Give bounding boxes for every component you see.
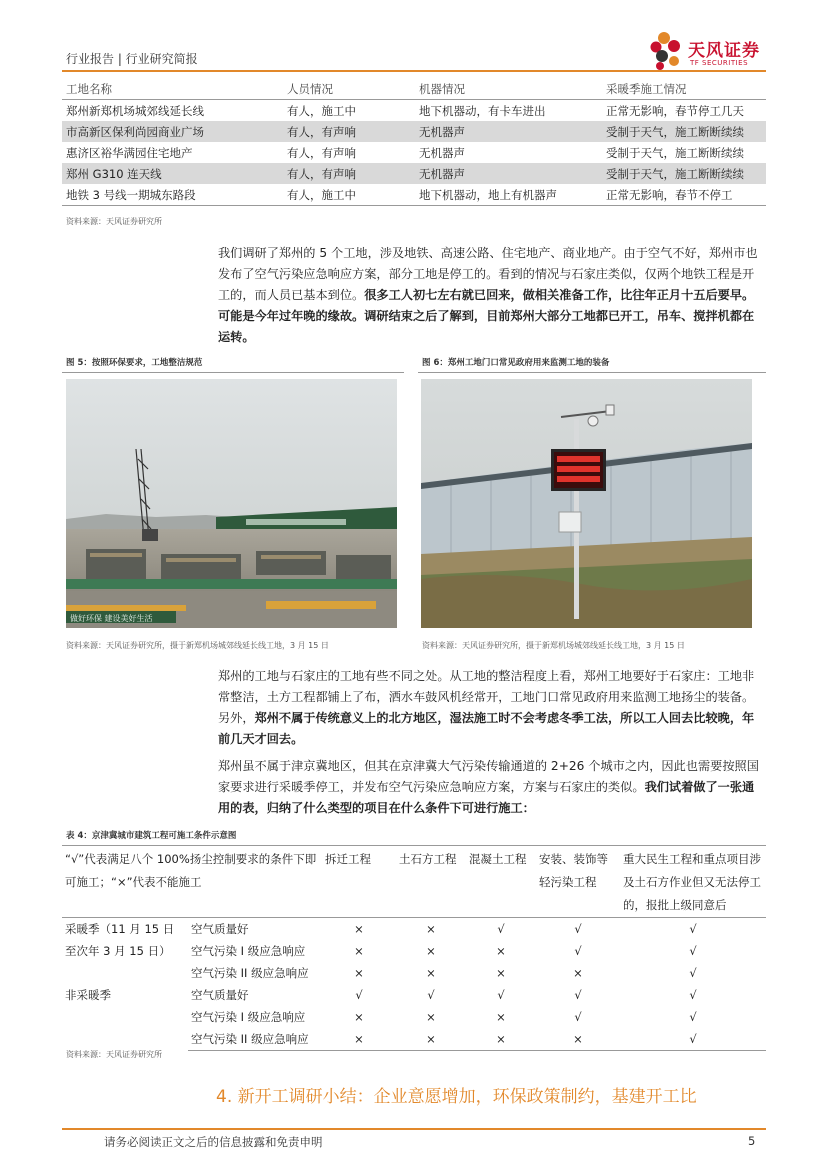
table-row bbox=[62, 984, 766, 1006]
table-cell: 市高新区保利尚园商业广场 bbox=[62, 121, 283, 142]
logo-text: 天风证券 bbox=[688, 41, 760, 61]
season-cell: 采暖季（11 月 15 日至次年 3 月 15 日） bbox=[65, 922, 175, 958]
header-divider bbox=[62, 70, 766, 72]
table-cell: × bbox=[426, 1010, 436, 1024]
dust-monitor-photo bbox=[421, 379, 752, 628]
table-cell: × bbox=[573, 966, 583, 980]
table-cell: 无机器声 bbox=[415, 163, 602, 184]
table-cell: 无机器声 bbox=[415, 121, 602, 142]
table-cell: √ bbox=[574, 944, 582, 958]
table-cell: × bbox=[496, 1010, 506, 1024]
paragraph-text: 郑州虽不属于津京冀地区，但其在京津冀大气污染传输通道的 2+26 个城市之内，因此也需要按照国家要求进行采暖季停工，并发布空气污染应急响应方案，方案与石家庄的类似。 bbox=[218, 759, 759, 794]
table-cell: 郑州 G310 连天线 bbox=[62, 163, 283, 184]
table-cell: 地下机器动，地上有机器声 bbox=[415, 184, 602, 206]
paragraph-text: 我们调研了郑州的 5 个工地，涉及地铁、高速公路、住宅地产、商业地产。由于空气不好，郑州市也发布了空气污染应急响应方案，部分工地是停工的。看到的情况与石家庄类似，仅两个地铁工程是开工的，而人员已基本到位。 bbox=[218, 246, 758, 302]
table-cell: 受制于天气，施工断断续续 bbox=[602, 121, 766, 142]
table-cell: 有人，施工中 bbox=[283, 184, 415, 206]
table-cell: 地铁 3 号线一期城东路段 bbox=[62, 184, 283, 206]
table-cell: √ bbox=[689, 944, 697, 958]
table-cell: 受制于天气，施工断断续续 bbox=[606, 145, 744, 160]
paragraph-survey bbox=[218, 243, 766, 348]
table-cell: 地下机器动，有卡车进出 bbox=[419, 103, 546, 118]
table-cell: × bbox=[396, 1028, 466, 1051]
table-row bbox=[62, 184, 766, 206]
footer-disclaimer: 请务必阅读正文之后的信息披露和免责申明 bbox=[104, 1135, 323, 1149]
paragraph-text: 郑州的工地与石家庄的工地有些不同之处。从工地的整洁程度上看，郑州工地要好于石家庄：工地非常整洁，土方工程都铺上了布，洒水车鼓风机经常开，工地门口常见政府用来监测工地扬尘的装备。另外， bbox=[218, 669, 755, 725]
table-row bbox=[62, 100, 766, 122]
table1-source: 资料来源：天风证券研究所 bbox=[66, 217, 162, 226]
table-cell: 郑州新郑机场城郊线延长线 bbox=[66, 103, 204, 118]
table-cell: √ bbox=[620, 1028, 766, 1051]
table-cell: √ bbox=[497, 922, 505, 936]
table-cell: √ bbox=[574, 1010, 582, 1024]
page-number: 5 bbox=[748, 1134, 756, 1148]
table-cell: × bbox=[354, 922, 364, 936]
table-row bbox=[62, 918, 766, 941]
table-header-cell: 拆迁工程 bbox=[322, 846, 396, 918]
table-cell: × bbox=[466, 1028, 536, 1051]
logo-petal-icon bbox=[650, 30, 688, 72]
table-cell: 空气污染 II 级应急响应 bbox=[188, 1028, 322, 1051]
table-cell: √ bbox=[497, 988, 505, 1002]
table-cell: 空气质量好 bbox=[191, 988, 249, 1002]
table-cell: √ bbox=[574, 988, 582, 1002]
table-header-cell: 安装、装饰等轻污染工程 bbox=[536, 846, 620, 918]
table-cell: × bbox=[536, 1028, 620, 1051]
table-cell: × bbox=[354, 1010, 364, 1024]
footer-divider bbox=[62, 1128, 766, 1130]
table-cell: × bbox=[322, 1028, 396, 1051]
table-cell: 正常无影响，春节不停工 bbox=[602, 184, 766, 206]
table-row bbox=[62, 142, 766, 163]
table-cell: 空气污染 I 级应急响应 bbox=[191, 1010, 306, 1024]
table4-source: 资料来源：天风证券研究所 bbox=[66, 1050, 162, 1059]
table-cell: × bbox=[426, 944, 436, 958]
construction-site-photo bbox=[66, 379, 397, 628]
table-cell: √ bbox=[355, 988, 363, 1002]
paragraph-comparison bbox=[218, 666, 766, 750]
table-cell: 无机器声 bbox=[419, 145, 465, 160]
table-header-cell: 工地名称 bbox=[62, 78, 283, 100]
table-cell: 有人，有声响 bbox=[283, 163, 415, 184]
table-header-cell: 重大民生工程和重点项目涉及土石方作业但又无法停工的，报批上级同意后 bbox=[620, 846, 766, 918]
table-cell: × bbox=[426, 966, 436, 980]
table-cell: 惠济区裕华满园住宅地产 bbox=[66, 145, 193, 160]
logo-subtext: TF SECURITIES bbox=[690, 59, 749, 67]
table-cell: 受制于天气，施工断断续续 bbox=[602, 163, 766, 184]
table-cell: × bbox=[496, 944, 506, 958]
figure6-caption: 图 6：郑州工地门口常见政府用来监测工地的装备 bbox=[422, 358, 610, 368]
table-cell: × bbox=[496, 966, 506, 980]
table-cell: √ bbox=[689, 922, 697, 936]
table-cell: 空气污染 II 级应急响应 bbox=[191, 966, 309, 980]
table-cell: √ bbox=[689, 1010, 697, 1024]
table-header-cell: 人员情况 bbox=[283, 78, 415, 100]
site-survey-table bbox=[62, 78, 766, 206]
paragraph-bold-text: 很多工人初七左右就已回来，做相关准备工作，比往年正月十五后要早。可能是今年过年晚的缘故。调研结束之后了解到，目前郑州大部分工地都已开工，吊车、搅拌机都在运转。 bbox=[218, 288, 755, 344]
table-row bbox=[62, 163, 766, 184]
table-cell: × bbox=[354, 944, 364, 958]
report-breadcrumb: 行业报告 | 行业研究简报 bbox=[66, 52, 198, 66]
paragraph-policy bbox=[218, 756, 766, 819]
table-cell: √ bbox=[574, 922, 582, 936]
site-banner-text: 做好环保 建设美好生活 bbox=[70, 614, 153, 623]
table-cell: √ bbox=[689, 988, 697, 1002]
figure5-caption: 图 5：按照环保要求，工地整洁规范 bbox=[66, 358, 203, 368]
table-header-cell: “√”代表满足八个 100%扬尘控制要求的条件下即可施工；“×”代表不能施工 bbox=[62, 846, 322, 918]
paragraph-bold-text: 我们试着做了一张通用的表，归纳了什么类型的项目在什么条件下可进行施工： bbox=[218, 780, 755, 815]
table-cell: 正常无影响，春节停工几天 bbox=[606, 103, 744, 118]
construction-conditions-table bbox=[62, 846, 766, 1051]
table-cell: √ bbox=[427, 988, 435, 1002]
table-header-cell: 混凝土工程 bbox=[466, 846, 536, 918]
table4-caption: 表 4：京津冀城市建筑工程可施工条件示意图 bbox=[66, 831, 237, 841]
figure6-rule bbox=[418, 372, 766, 373]
paragraph-bold-text: 郑州不属于传统意义上的北方地区，湿法施工时不会考虑冬季工法，所以工人回去比较晚，年前几天才回去。 bbox=[218, 711, 755, 746]
figure5-source: 资料来源：天风证券研究所，摄于新郑机场城郊线延长线工地，3 月 15 日 bbox=[66, 641, 329, 650]
table-row bbox=[62, 121, 766, 142]
table-header-row bbox=[62, 846, 766, 918]
season-cell: 非采暖季 bbox=[65, 988, 111, 1002]
table-cell: 有人，有声响 bbox=[283, 121, 415, 142]
table-cell: 空气污染 I 级应急响应 bbox=[191, 944, 306, 958]
table-header-cell: 土石方工程 bbox=[396, 846, 466, 918]
figure6-source: 资料来源：天风证券研究所，摄于新郑机场城郊线延长线工地，3 月 15 日 bbox=[422, 641, 685, 650]
table-cell: 空气质量好 bbox=[191, 922, 249, 936]
table-header-cell: 采暖季施工情况 bbox=[602, 78, 766, 100]
table-header-cell: 机器情况 bbox=[415, 78, 602, 100]
company-logo bbox=[650, 30, 770, 72]
table-cell: × bbox=[426, 922, 436, 936]
table-cell: × bbox=[354, 966, 364, 980]
table-header-row bbox=[62, 78, 766, 100]
table-cell: 有人，有声响 bbox=[287, 145, 356, 160]
table-cell: 有人，施工中 bbox=[287, 103, 356, 118]
section-heading: 4. 新开工调研小结：企业意愿增加，环保政策制约，基建开工比 bbox=[216, 1087, 697, 1107]
figure5-rule bbox=[62, 372, 404, 373]
table-cell: √ bbox=[689, 966, 697, 980]
